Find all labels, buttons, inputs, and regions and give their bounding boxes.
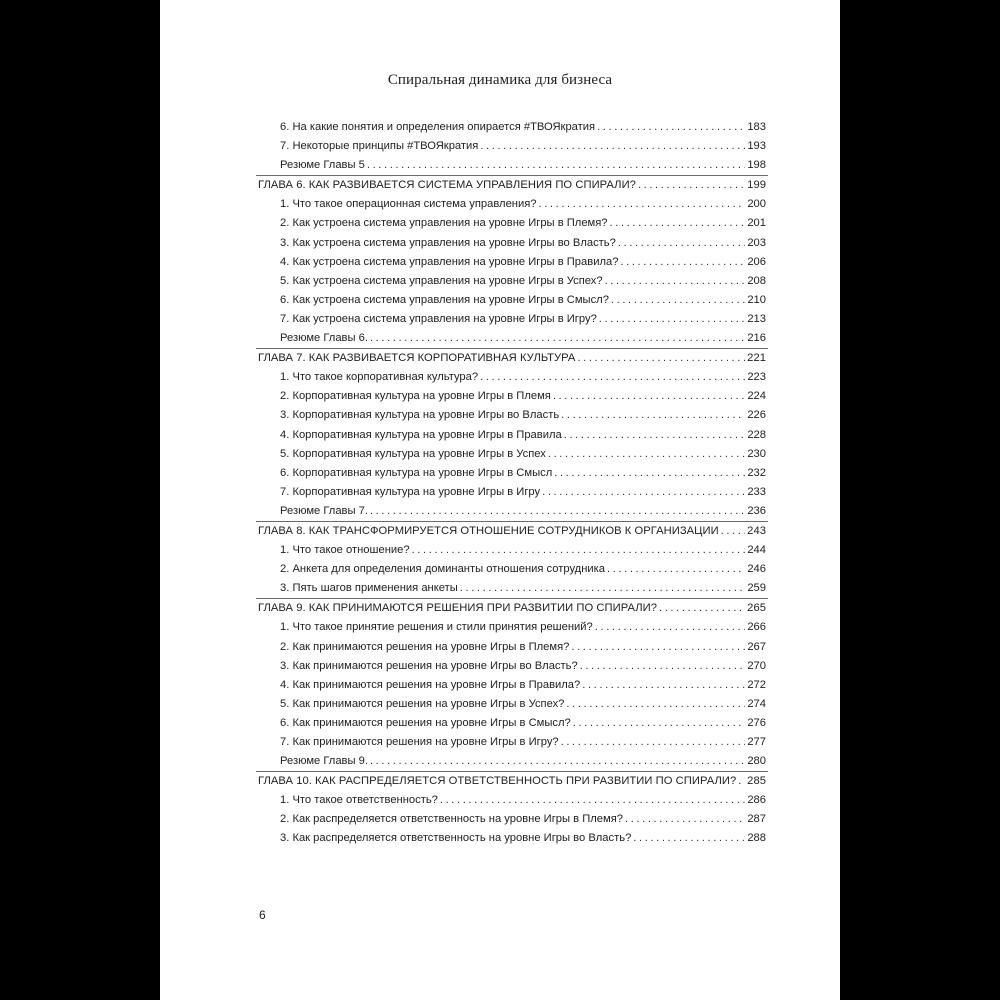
toc-section-entry: [258, 253, 766, 272]
toc-entry-title: 4. Корпоративная культура на уровне Игры в Правила: [280, 428, 562, 441]
toc-entry-title: 4. Как устроена система управления на уровне Игры в Правила?: [280, 255, 619, 268]
toc-entry-title: Резюме Главы 7.: [280, 504, 368, 517]
toc-section-entry: [258, 676, 766, 695]
toc-entry-title: 6. Корпоративная культура на уровне Игры в Смысл: [280, 466, 553, 479]
toc-section-entry: [258, 234, 766, 253]
toc-section-entry: [258, 733, 766, 752]
toc-entry-title: 2. Как принимаются решения на уровне Игры в Племя?: [280, 640, 570, 653]
toc-entry-page: 243: [747, 524, 766, 537]
toc-entry-title: 6. Как устроена система управления на уровне Игры в Смысл?: [280, 293, 609, 306]
toc-section-entry: [258, 291, 766, 310]
toc-entry-title: 3. Пять шагов применения анкеты: [280, 582, 458, 595]
toc-entry-title: 7. Некоторые принципы #ТВОЯкратия: [280, 140, 479, 153]
dot-leader: [553, 387, 745, 406]
toc-entry-title: 2. Как устроена система управления на уровне Игры в Племя?: [280, 217, 608, 230]
table-of-contents: [258, 118, 766, 849]
dot-leader: [370, 752, 745, 771]
toc-section-entry: [258, 329, 766, 348]
toc-entry-page: 226: [747, 409, 766, 422]
toc-section-entry: [258, 310, 766, 329]
toc-section-entry: [258, 618, 766, 637]
dot-leader: [599, 310, 746, 329]
toc-entry-page: 266: [747, 621, 766, 634]
toc-entry-page: 280: [747, 755, 766, 768]
dot-leader: [611, 291, 745, 310]
toc-entry-title: 1. Что такое корпоративная культура?: [280, 371, 479, 384]
toc-chapter-entry: [258, 772, 766, 791]
toc-entry-title: 7. Как принимаются решения на уровне Игры в Игру?: [280, 736, 559, 748]
toc-entry-title: 3. Как устроена система управления на уровне Игры во Власть?: [280, 236, 616, 249]
toc-entry-page: 233: [747, 485, 766, 498]
toc-chapter-entry: [258, 522, 766, 541]
toc-entry-title: ГЛАВА 7. КАК РАЗВИВАЕТСЯ КОРПОРАТИВНАЯ КУЛЬТУРА: [258, 352, 576, 365]
toc-entry-title: 1. Что такое отношение?: [280, 544, 410, 557]
dot-leader: [412, 541, 746, 560]
toc-entry-page: 270: [747, 659, 766, 672]
toc-entry-page: 236: [747, 504, 766, 517]
dot-leader: [595, 618, 746, 637]
toc-section-entry: [258, 560, 766, 579]
dot-leader: [440, 791, 745, 810]
toc-entry-page: 267: [747, 640, 766, 653]
toc-entry-page: 221: [747, 352, 766, 365]
toc-entry-page: 232: [747, 466, 766, 479]
dot-leader: [367, 156, 745, 175]
dot-leader: [605, 272, 746, 291]
toc-entry-title: 4. Как принимаются решения на уровне Игры в Правила?: [280, 678, 581, 691]
toc-entry-title: 6. Как принимаются решения на уровне Игры в Смысл?: [280, 716, 571, 729]
toc-section-entry: [258, 387, 766, 406]
toc-entry-title: 2. Анкета для определения доминанты отношения сотрудника: [280, 563, 605, 576]
dot-leader: [561, 406, 745, 425]
toc-entry-page: 203: [747, 236, 766, 249]
toc-entry-page: 259: [747, 582, 766, 595]
toc-section-entry: [258, 406, 766, 425]
dot-leader: [610, 214, 746, 233]
running-head: Спиральная динамика для бизнеса: [387, 72, 613, 88]
toc-entry-page: 193: [747, 140, 766, 153]
toc-entry-title: Резюме Главы 6.: [280, 332, 368, 345]
toc-entry-page: 228: [747, 428, 766, 441]
dot-leader: [548, 445, 745, 464]
toc-section-entry: [258, 195, 766, 214]
toc-entry-page: 210: [747, 293, 766, 306]
toc-entry-page: 274: [747, 697, 766, 710]
toc-entry-title: 1. Что такое принятие решения и стили принятия решений?: [280, 621, 593, 634]
dot-leader: [571, 638, 745, 657]
toc-section-entry: [258, 541, 766, 560]
toc-section-entry: [258, 426, 766, 445]
toc-section-entry: [258, 464, 766, 483]
toc-chapter-entry: [258, 176, 766, 195]
toc-entry-title: 7. Как устроена система управления на уровне Игры в Игру?: [280, 312, 597, 325]
toc-section-entry: [258, 137, 766, 156]
toc-entry-page: 276: [747, 716, 766, 729]
toc-entry-title: 5. Как устроена система управления на уровне Игры в Успех?: [280, 274, 603, 287]
dot-leader: [564, 426, 746, 445]
dot-leader: [597, 118, 745, 137]
toc-entry-page: 287: [747, 813, 766, 826]
toc-section-entry: [258, 579, 766, 598]
toc-section-entry: [258, 214, 766, 233]
toc-entry-title: ГЛАВА 8. КАК ТРАНСФОРМИРУЕТСЯ ОТНОШЕНИЕ СОТРУДНИКОВ К ОРГАНИЗАЦИИ: [258, 524, 719, 537]
toc-entry-page: 223: [747, 371, 766, 384]
toc-section-entry: [258, 118, 766, 137]
dot-leader: [561, 733, 746, 752]
dot-leader: [460, 579, 746, 598]
toc-entry-page: 198: [747, 159, 766, 172]
dot-leader: [633, 829, 745, 848]
toc-entry-title: 7. Корпоративная культура на уровне Игры в Игру: [280, 485, 541, 498]
dot-leader: [370, 502, 745, 521]
toc-entry-page: 265: [747, 602, 766, 615]
toc-entry-title: 3. Как принимаются решения на уровне Игры во Власть?: [280, 659, 578, 672]
toc-entry-page: 230: [747, 447, 766, 460]
dot-leader: [659, 599, 745, 618]
toc-entry-page: 272: [747, 678, 766, 691]
toc-chapter-entry: [258, 599, 766, 618]
toc-section-entry: [258, 638, 766, 657]
toc-entry-title: 5. Корпоративная культура на уровне Игры в Успех: [280, 447, 546, 460]
toc-section-entry: [258, 791, 766, 810]
toc-entry-title: 3. Как распределяется ответственность на уровне Игры во Власть?: [280, 832, 632, 845]
dot-leader: [582, 676, 745, 695]
toc-entry-page: 244: [747, 544, 766, 557]
dot-leader: [370, 329, 745, 348]
toc-entry-title: 1. Что такое ответственность?: [280, 794, 438, 807]
dot-leader: [554, 464, 745, 483]
toc-entry-page: 288: [747, 832, 766, 845]
book-page: [160, 0, 840, 1000]
toc-entry-title: 2. Корпоративная культура на уровне Игры в Племя: [280, 390, 551, 403]
toc-entry-title: 1. Что такое операционная система управления?: [280, 198, 537, 211]
toc-section-entry: [258, 714, 766, 733]
toc-section-entry: [258, 502, 766, 521]
toc-entry-page: 213: [747, 312, 766, 325]
toc-section-entry: [258, 829, 766, 848]
dot-leader: [607, 560, 745, 579]
toc-entry-title: 6. На какие понятия и определения опирается #ТВОЯкратия: [280, 121, 596, 133]
toc-entry-page: 183: [747, 121, 766, 133]
dot-leader: [738, 772, 745, 791]
dot-leader: [566, 695, 745, 714]
dot-leader: [539, 195, 746, 214]
toc-entry-title: ГЛАВА 10. КАК РАСПРЕДЕЛЯЕТСЯ ОТВЕТСТВЕННОСТЬ ПРИ РАЗВИТИИ ПО СПИРАЛИ?: [258, 775, 737, 788]
toc-section-entry: [258, 695, 766, 714]
toc-entry-page: 208: [747, 274, 766, 287]
toc-entry-title: Резюме Главы 5: [280, 159, 365, 172]
toc-section-entry: [258, 272, 766, 291]
dot-leader: [480, 137, 745, 156]
toc-section-entry: [258, 752, 766, 771]
toc-entry-title: ГЛАВА 6. КАК РАЗВИВАЕТСЯ СИСТЕМА УПРАВЛЕНИЯ ПО СПИРАЛИ?: [258, 179, 636, 192]
toc-entry-page: 199: [747, 179, 766, 192]
page-number: 6: [259, 908, 266, 922]
toc-section-entry: [258, 368, 766, 387]
toc-entry-page: 216: [747, 332, 766, 345]
toc-entry-page: 285: [747, 775, 766, 788]
toc-chapter-entry: [258, 349, 766, 368]
toc-entry-page: 200: [747, 198, 766, 211]
toc-entry-page: 246: [747, 563, 766, 576]
toc-section-entry: [258, 483, 766, 502]
toc-section-entry: [258, 810, 766, 829]
dot-leader: [580, 657, 746, 676]
toc-entry-page: 286: [747, 794, 766, 807]
toc-entry-page: 201: [747, 217, 766, 230]
toc-entry-page: 224: [747, 390, 766, 403]
toc-section-entry: [258, 445, 766, 464]
dot-leader: [573, 714, 746, 733]
toc-entry-title: 3. Корпоративная культура на уровне Игры во Власть: [280, 409, 560, 422]
toc-section-entry: [258, 657, 766, 676]
dot-leader: [577, 349, 745, 368]
dot-leader: [625, 810, 745, 829]
toc-entry-title: 5. Как принимаются решения на уровне Игры в Успех?: [280, 697, 565, 710]
dot-leader: [620, 253, 745, 272]
dot-leader: [480, 368, 745, 387]
dot-leader: [638, 176, 745, 195]
toc-section-entry: [258, 156, 766, 175]
toc-entry-title: Резюме Главы 9.: [280, 755, 368, 768]
dot-leader: [542, 483, 745, 502]
toc-entry-page: 206: [747, 255, 766, 268]
dot-leader: [721, 522, 746, 541]
dot-leader: [618, 234, 745, 253]
toc-entry-page: 277: [747, 736, 766, 748]
toc-entry-title: ГЛАВА 9. КАК ПРИНИМАЮТСЯ РЕШЕНИЯ ПРИ РАЗВИТИИ ПО СПИРАЛИ?: [258, 602, 657, 615]
toc-entry-title: 2. Как распределяется ответственность на уровне Игры в Племя?: [280, 813, 623, 826]
